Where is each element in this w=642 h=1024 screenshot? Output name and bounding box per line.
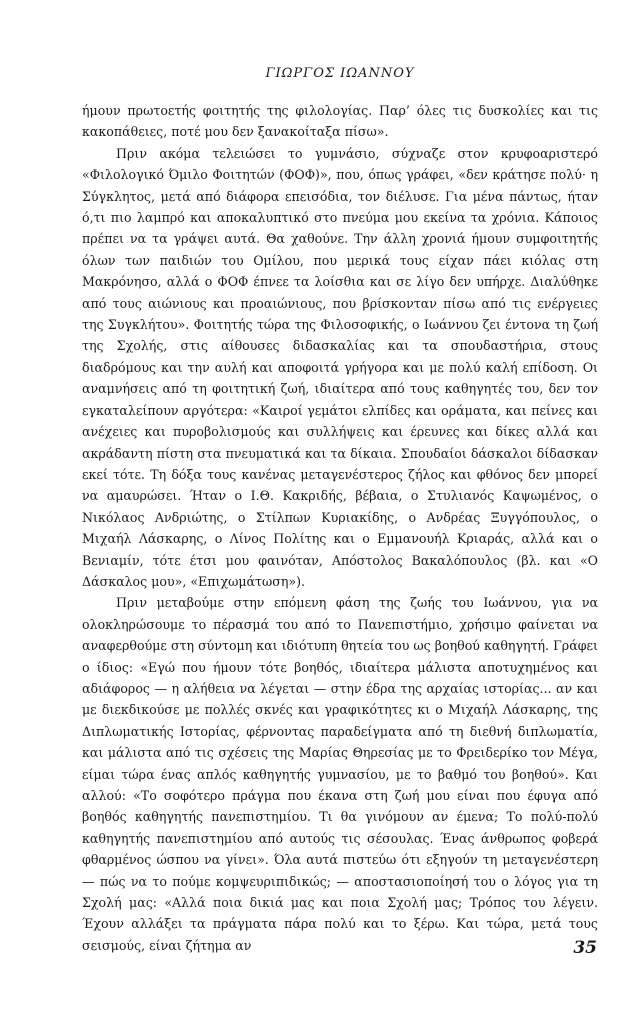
page-number: 35 — [573, 938, 597, 958]
paragraph-assistant-professor: Πριν μεταβούμε στην επόμενη φάση της ζωής του Ιωάννου, για να ολοκληρώσουμε το πέρασμά του από το Πανεπιστήμιο, χρήσιμο φαίνεται να αναφερθούμε στη σύντομη και ιδιότυπη θητεία του ως βοηθού καθηγητή. Γράφει ο ίδιος: «Εγώ που ήμουν τότε βοηθός, ιδιαίτερα μάλιστα αποτυχημένος και αδιάφορος — η αλήθεια να λέγεται — στην έδρα της αρχαίας ιστορίας... αν και με διεκδικούσε με πολλές σκνές και γραφικότητες κι ο Μιχαήλ Λάσκαρης, της Διπλωματικής Ιστορίας, φέρνοντας παραδείγματα από τη διεθνή διπλωματία, και μάλιστα από τις σχέσεις της Μαρίας Θηρεσίας με το Φρειδερίκο τον Μέγα, είμαι τώρα ένας απλός καθηγητής γυμνασίου, με το βαθμό του βοηθού». Και αλλού: «Το σοφότερο πράγμα που έκανα στη ζωή μου είναι που έφυγα από βοηθός καθηγητής πανεπιστημίου. Τι θα γινόμουν αν έμενα; Το πολύ-πολύ καθηγητής πανεπιστημίου από αυτούς τις σέσουλας. Ένας άνθρωπος φοβερά φθαρμένος ώσπου να γίνει». Όλα αυτά πιστεύω ότι εξηγούν τη μεταγενέστερη — πώς να το πούμε κομψευριπιδικώς; — αποστασιοποίησή του ο λόγος για τη Σχολή μας: «Αλλά ποια δικιά μας και ποια Σχολή μας; Τρόπος του λέγειν. Έχουν αλλάξει τα πράγματα πάρα πολύ και το ξέρω. Και τώρα, μετά τους σεισμούς, είναι ζήτημα αν — [82, 595, 598, 953]
book-page — [82, 66, 598, 956]
running-header-title: ΓΙΩΡΓΟΣ ΙΩΑΝΝΟΥ — [265, 66, 415, 81]
paragraph-student-years: Πριν ακόμα τελειώσει το γυμνάσιο, σύχναζε στον κρυφοαριστερό «Φιλολογικό Όμιλο Φοιτητών (ΦΟΦ)», που, όπως γράφει, «δεν κράτησε πολύ· η Σύγκλητος, μετά από διάφορα επεισόδια, τον διέλυσε. Για μένα πάντως, ήταν ό,τι πιο λαμπρό και αποκαλυπτικό στο πνεύμα μου εκείνα τα χρόνια. Κάποιος πρέπει να τα γράψει αυτά. Θα χαθούνε. Την άλλη χρονιά ήμουν συμφοιτητής όλων των παιδιών του Ομίλου, που μερικά τους είχαν πάει κιόλας στη Μακρόνησο, αλλά ο ΦΟΦ έπνεε τα λοίσθια και σε λίγο δεν υπήρχε. Διαλύθηκε από τους αιώνιους και προαιώνιους, που βρίσκονταν πίσω από τις ενέργειες της Συγκλήτου». Φοιτητής τώρα της Φιλοσοφικής, ο Ιωάννου ζει έντονα τη ζωή της Σχολής, στις αίθουσες διδασκαλίας και τα σπουδαστήρια, στους διαδρόμους και την αυλή και αποφοιτά γρήγορα και με πολύ καλή επίδοση. Οι αναμνήσεις από τη φοιτητική ζωή, ιδιαίτερα από τους καθηγητές του, δεν τον εγκαταλείπουν αργότερα: «Καιροί γεμάτοι ελπίδες και οράματα, και πείνες και ανέχειες και πυροβολισμούς και συλλήψεις και έρευνες και δίκες αλλά και ακράδαντη πίστη στα πνευματικά και τα δίκαια. Σπουδαίοι δάσκαλοι δίδασκαν εκεί τότε. Τη δόξα τους κανένας μεταγενέστερος ζήλος και φθόνος δεν μπορεί να αμαυρώσει. Ήταν ο Ι.Θ. Κακριδής, βέβαια, ο Στυλιανός Καψωμένος, ο Νικόλαος Ανδριώτης, ο Στίλπων Κυριακίδης, ο Ανδρέας Ξυγγόπουλος, ο Μιχαήλ Λάσκαρης, ο Λίνος Πολίτης και ο Εμμανουήλ Κριαράς, αλλά και ο Βενιαμίν, τότε έτσι μου φαινόταν, Απόστολος Βακαλόπουλος (βλ. και «Ο Δάσκαλος μου», «Επιχωμάτωση»). — [82, 145, 598, 589]
paragraph-continuation: ήμουν πρωτοετής φοιτητής της φιλολογίας. Παρ’ όλες τις δυσκολίες και τις κακοπάθειες, ποτέ μου δεν ξανακοίταξα πίσω». — [82, 103, 598, 140]
